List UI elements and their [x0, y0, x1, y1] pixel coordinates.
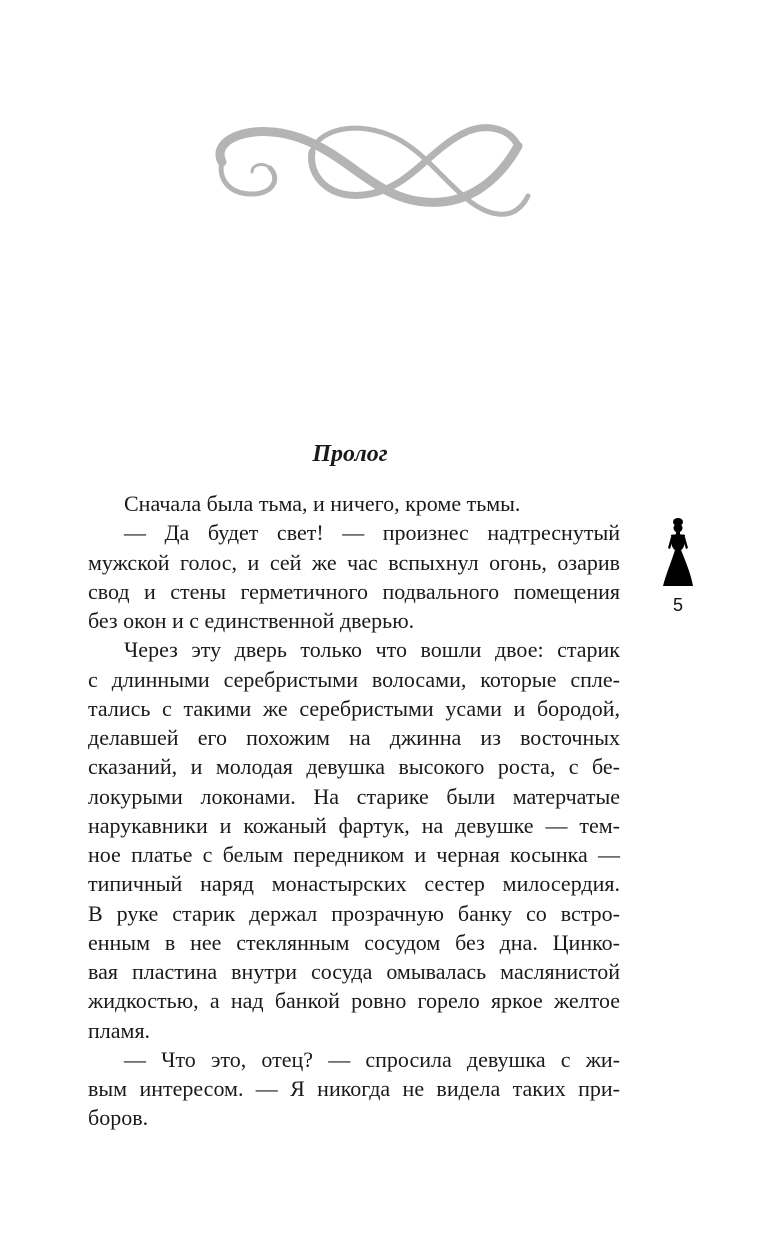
- text-line: с длинными серебристыми волосами, которые спле-: [88, 666, 620, 692]
- text-line: свод и стены герметичного подвального помещения: [88, 578, 620, 604]
- text-line: ное платье с белым передником и черная косынка —: [88, 842, 620, 867]
- page-number: 5: [672, 595, 683, 615]
- flourish-ornament-icon: [200, 98, 535, 228]
- text-line: нарукавники и кожаный фартук, на девушке — тем-: [88, 812, 620, 838]
- text-line: без окон и с единственной дверью.: [88, 608, 415, 633]
- text-line: типичный наряд монастырских сестер милосердия.: [88, 871, 620, 897]
- text-line: — Да будет свет! — произнес надтреснутый: [124, 520, 620, 546]
- text-line: енным в нее стеклянным сосудом без дна. Цинко-: [88, 929, 620, 955]
- text-line: Сначала была тьма, и ничего, кроме тьмы.: [124, 491, 521, 516]
- text-line: В руке старик держал прозрачную банку со встро-: [88, 900, 620, 926]
- text-line: делавшей его похожим на джинна из восточных: [88, 725, 620, 750]
- text-line: вым интересом. — Я никогда не видела таких при-: [88, 1076, 620, 1101]
- text-line: вая пластина внутри сосуда омывалась маслянистой: [88, 959, 620, 984]
- lady-silhouette-icon: [660, 516, 696, 588]
- text-line: боров.: [88, 1105, 149, 1131]
- text-line: Через эту дверь только что вошли двое: старик: [124, 637, 620, 663]
- body-text: [88, 489, 620, 1133]
- text-line: мужской голос, и сей же час вспыхнул огонь, озарив: [88, 549, 620, 575]
- text-line: жидкостью, а над банкой ровно горело яркое желтое: [88, 988, 620, 1014]
- text-line: тались с такими же серебристыми усами и бородой,: [88, 695, 620, 721]
- text-line: — Что это, отец? — спросила девушка с жи-: [124, 1046, 620, 1072]
- chapter-title: Пролог: [312, 441, 388, 467]
- text-line: сказаний, и молодая девушка высокого роста, с бе-: [88, 754, 620, 780]
- text-line: локурыми локонами. На старике были матерчатые: [88, 783, 620, 809]
- text-line: пламя.: [88, 1017, 151, 1043]
